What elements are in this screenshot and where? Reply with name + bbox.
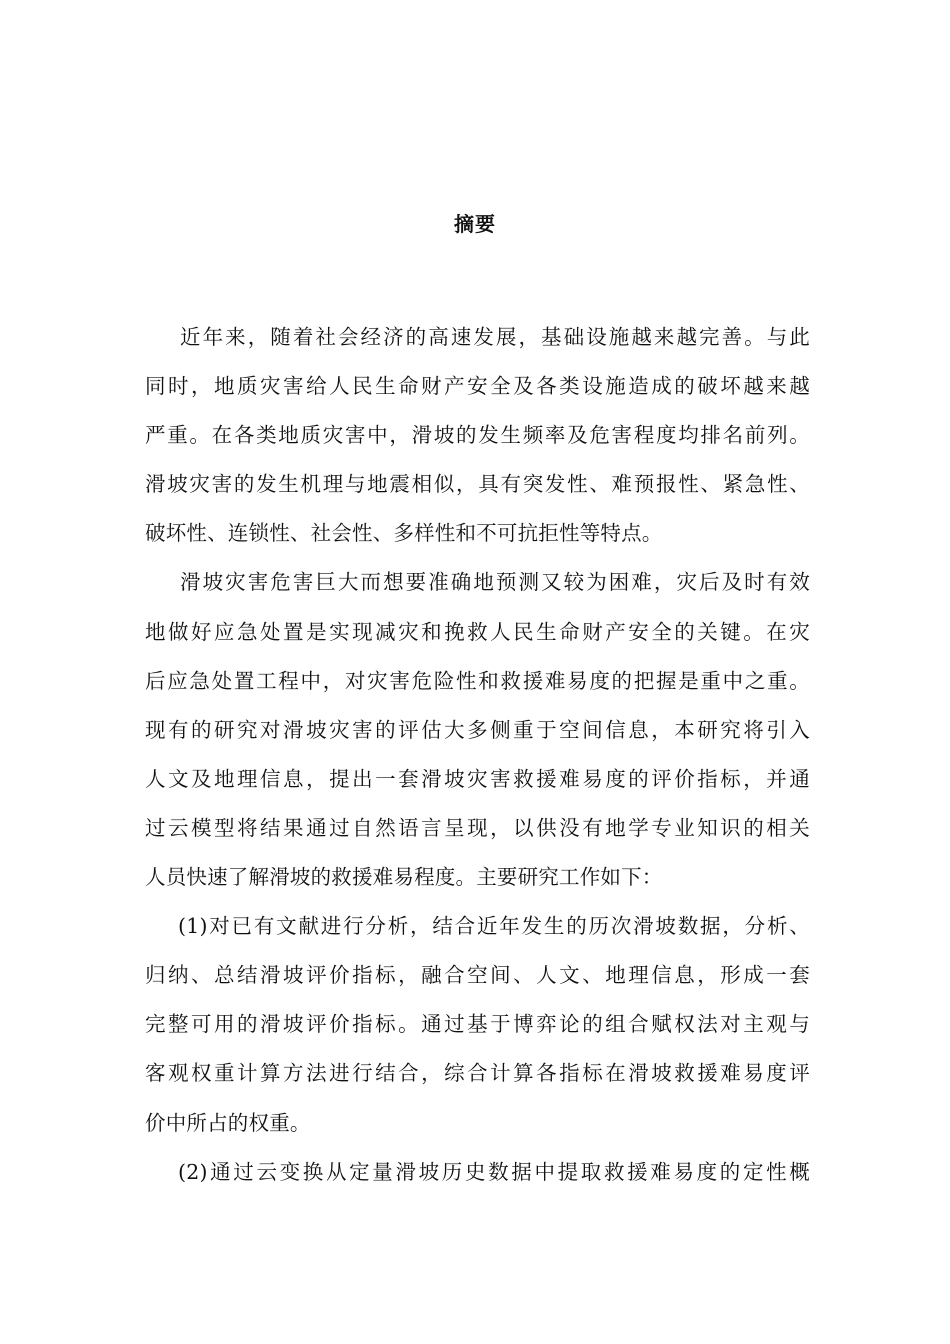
text-line: 严重。在各类地质灾害中，滑坡的发生频率及危害程度均排名前列。 [145,423,810,448]
text-line: 后应急处置工程中，对灾害危险性和救援难易度的把握是重中之重。 [145,668,810,693]
text-line: 过云模型将结果通过自然语言呈现，以供没有地学专业知识的相关 [145,815,810,840]
document-body [145,317,810,1201]
text-line: 近年来，随着社会经济的高速发展，基础设施越来越完善。与此 [180,325,810,349]
text-line: 现有的研究对滑坡灾害的评估大多侧重于空间信息，本研究将引入 [145,717,810,742]
text-line: 人员快速了解滑坡的救援难易程度。主要研究工作如下： [145,865,663,890]
page-title: 摘要 [454,212,496,236]
text-line: 价中所占的权重。 [145,1110,311,1135]
text-line: 归纳、总结滑坡评价指标，融合空间、人文、地理信息，形成一套 [145,963,810,988]
text-line: 破坏性、连锁性、社会性、多样性和不可抗拒性等特点。 [145,521,663,546]
text-line: 完整可用的滑坡评价指标。通过基于博弈论的组合赋权法对主观与 [145,1012,810,1037]
text-line: 客观权重计算方法进行结合，综合计算各指标在滑坡救援难易度评 [145,1061,810,1086]
text-line: (2)通过云变换从定量滑坡历史数据中提取救援难易度的定性概 [178,1159,810,1184]
text-line: 滑坡灾害危害巨大而想要准确地预测又较为困难，灾后及时有效 [180,570,810,595]
text-line: 地做好应急处置是实现减灾和挽救人民生命财产安全的关键。在灾 [145,619,810,644]
text-line: (1)对已有文献进行分析，结合近年发生的历次滑坡数据，分析、 [178,914,810,939]
text-line: 人文及地理信息，提出一套滑坡灾害救援难易度的评价指标，并通 [145,766,810,791]
text-line: 滑坡灾害的发生机理与地震相似，具有突发性、难预报性、紧急性、 [145,472,810,497]
text-line: 同时，地质灾害给人民生命财产安全及各类设施造成的破坏越来越 [145,374,810,399]
